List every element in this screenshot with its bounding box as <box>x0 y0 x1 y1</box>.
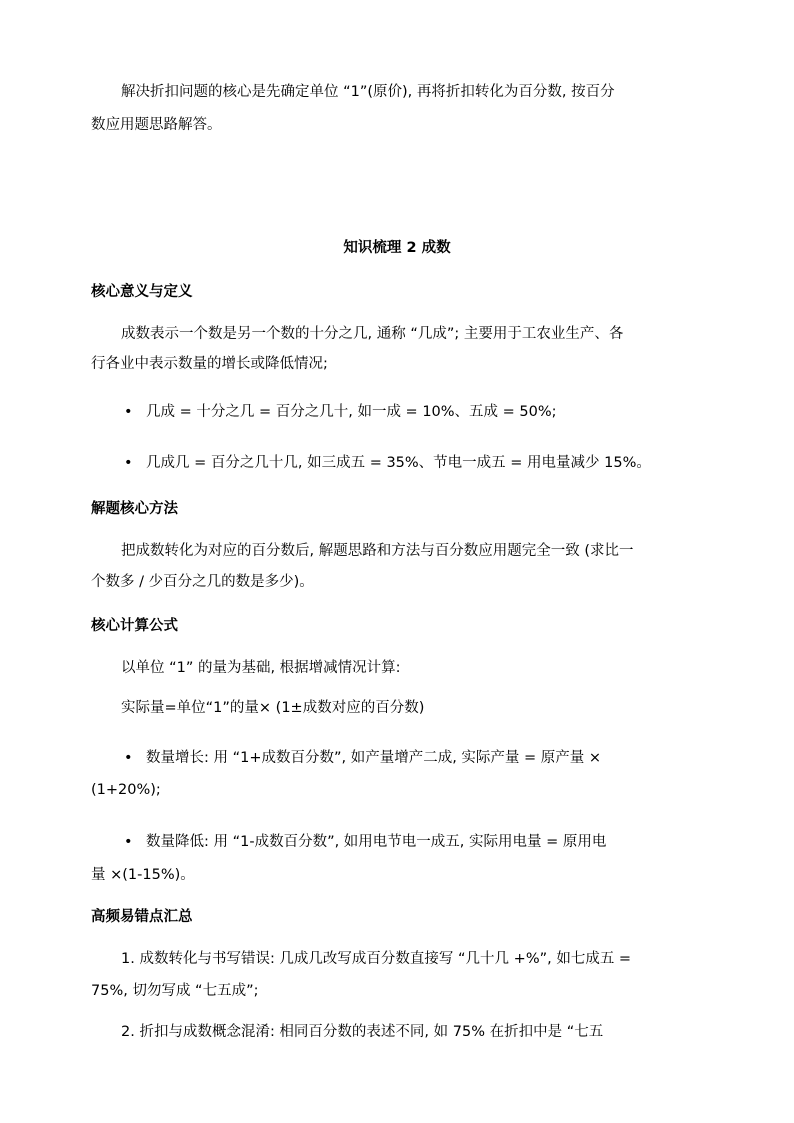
errors-item-2-line-1: 2. 折扣与成数概念混淆: 相同百分数的表述不同, 如 75% 在折扣中是 “七五 <box>121 1024 604 1040</box>
intro-line-1: 解决折扣问题的核心是先确定单位 “1”(原价), 再将折扣转化为百分数, 按百分 <box>121 84 615 100</box>
bullet-icon: • <box>124 834 133 850</box>
formula-bullet-1-line-2: (1+20%); <box>91 782 161 798</box>
section-title: 知识梳理 2 成数 <box>343 240 451 256</box>
core-meaning-para-line-1: 成数表示一个数是另一个数的十分之几, 通称 “几成”; 主要用于工农业生产、各 <box>121 326 624 342</box>
formula-bullet-1-line-1: 数量增长: 用 “1+成数百分数”, 如产量增产二成, 实际产量 = 原产量 × <box>146 750 602 766</box>
bullet-icon: • <box>124 455 133 471</box>
formula-line-2: 实际量=单位“1”的量× (1±成数对应的百分数) <box>121 700 425 716</box>
formula-bullet-2-line-2: 量 ×(1-15%)。 <box>91 867 195 883</box>
core-meaning-para-line-2: 行各业中表示数量的增长或降低情况; <box>91 356 328 372</box>
formula-line-1: 以单位 “1” 的量为基础, 根据增减情况计算: <box>121 660 401 676</box>
formula-bullet-2-line-1: 数量降低: 用 “1-成数百分数”, 如用电节电一成五, 实际用电量 = 原用电 <box>146 834 607 850</box>
core-meaning-heading: 核心意义与定义 <box>91 284 193 300</box>
errors-item-1-line-2: 75%, 切勿写成 “七五成”; <box>91 983 259 999</box>
method-para-line-1: 把成数转化为对应的百分数后, 解题思路和方法与百分数应用题完全一致 (求比一 <box>121 543 634 559</box>
core-meaning-bullet-1: 几成 = 十分之几 = 百分之几十, 如一成 = 10%、五成 = 50%; <box>146 404 557 420</box>
method-heading: 解题核心方法 <box>91 501 178 517</box>
formula-heading: 核心计算公式 <box>91 618 178 634</box>
core-meaning-bullet-2: 几成几 = 百分之几十几, 如三成五 = 35%、节电一成五 = 用电量减少 15%。 <box>146 455 651 471</box>
method-para-line-2: 个数多 / 少百分之几的数是多少)。 <box>91 574 314 590</box>
bullet-icon: • <box>124 404 133 420</box>
intro-line-2: 数应用题思路解答。 <box>91 117 222 133</box>
bullet-icon: • <box>124 750 133 766</box>
errors-item-1-line-1: 1. 成数转化与书写错误: 几成几改写成百分数直接写 “几十几 +%”, 如七成五 = <box>121 951 632 967</box>
errors-heading: 高频易错点汇总 <box>91 909 193 925</box>
